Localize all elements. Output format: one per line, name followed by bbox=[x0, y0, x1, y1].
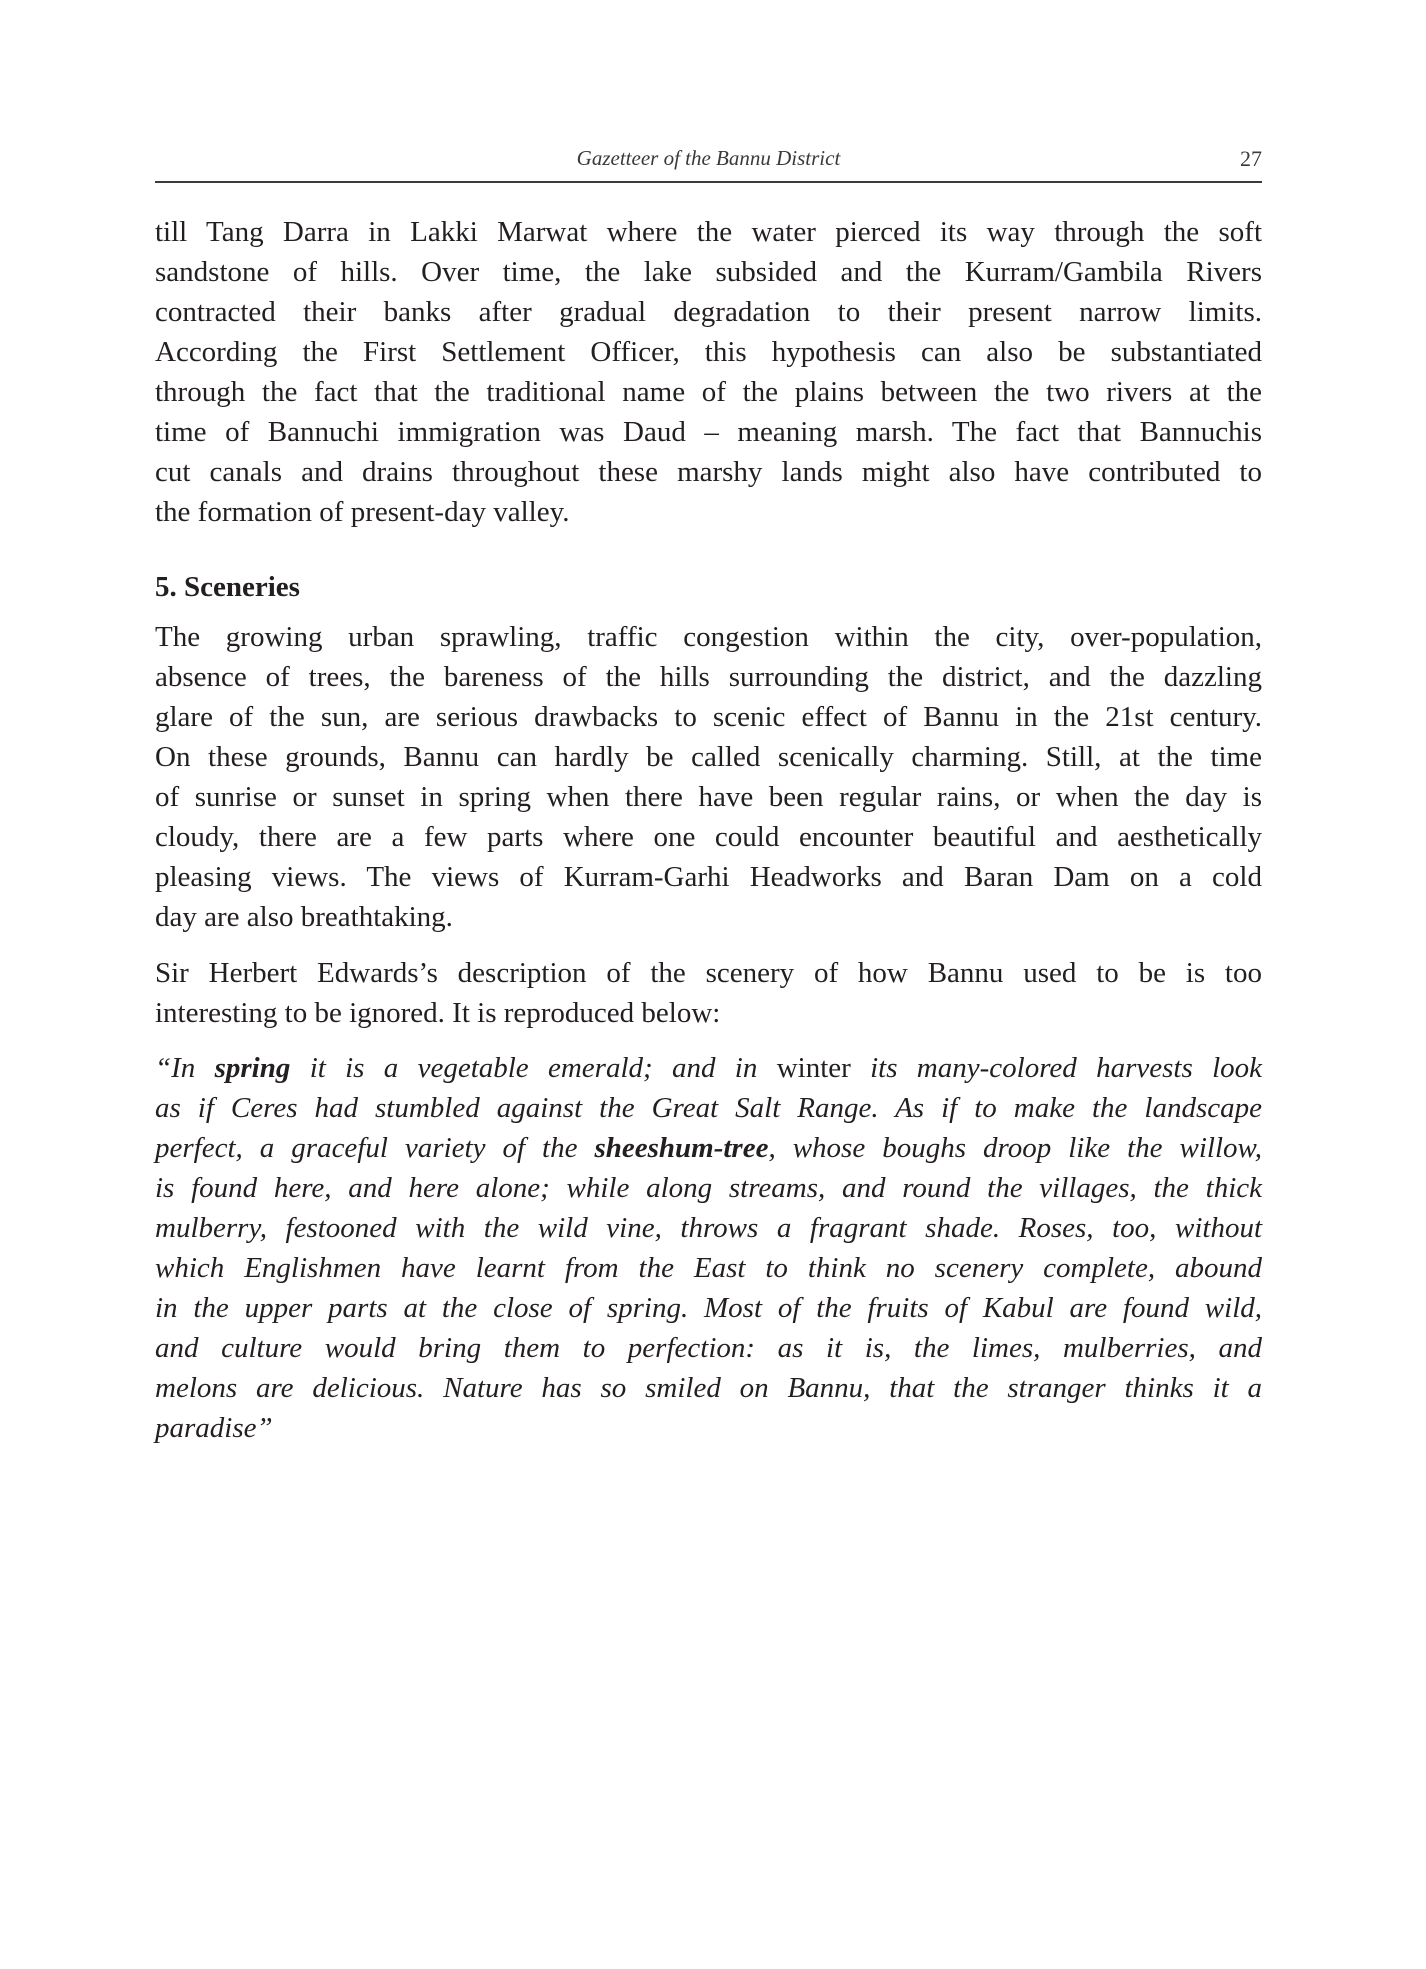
sceneries-paragraph-1 bbox=[155, 617, 1262, 937]
paragraph-continued bbox=[155, 212, 1262, 532]
quote-line bbox=[155, 1048, 1262, 1088]
emphasis-sheeshum-tree: sheeshum-tree bbox=[594, 1132, 769, 1164]
text-line: sandstone of hills. Over time, the lake subsided and the Kurram/Gambila Rivers bbox=[155, 256, 1262, 288]
text-line: till Tang Darra in Lakki Marwat where the water pierced its way through the soft bbox=[155, 216, 1262, 248]
text-line: time of Bannuchi immigration was Daud – meaning marsh. The fact that Bannuchis bbox=[155, 416, 1262, 448]
quote-line: which Englishmen have learnt from the East to think no scenery complete, abound bbox=[155, 1252, 1262, 1284]
quote-line: in the upper parts at the close of spring. Most of the fruits of Kabul are found wild, bbox=[155, 1292, 1262, 1324]
text-line: absence of trees, the bareness of the hills surrounding the district, and the dazzling bbox=[155, 661, 1262, 693]
sceneries-paragraph-2 bbox=[155, 953, 1262, 1033]
text-line: the formation of present-day valley. bbox=[155, 496, 570, 528]
quote-line bbox=[155, 1128, 1262, 1168]
text-line: cloudy, there are a few parts where one could encounter beautiful and aesthetically bbox=[155, 821, 1262, 853]
text-line: Sir Herbert Edwards’s description of the scenery of how Bannu used to be is too bbox=[155, 957, 1262, 989]
quote-line: paradise” bbox=[155, 1412, 273, 1444]
quote-line: is found here, and here alone; while along streams, and round the villages, the thick bbox=[155, 1172, 1262, 1204]
text-line: On these grounds, Bannu can hardly be called scenically charming. Still, at the time bbox=[155, 741, 1262, 773]
header-rule bbox=[155, 181, 1262, 183]
quote-text: , whose boughs droop like the willow, bbox=[768, 1132, 1262, 1164]
running-title: Gazetteer of the Bannu District bbox=[576, 146, 841, 170]
quote-line: and culture would bring them to perfection: as it is, the limes, mulberries, and bbox=[155, 1332, 1262, 1364]
quote-line: as if Ceres had stumbled against the Great Salt Range. As if to make the landscape bbox=[155, 1092, 1262, 1124]
block-quote bbox=[155, 1048, 1262, 1448]
section-heading-block bbox=[155, 567, 1262, 607]
text-line: pleasing views. The views of Kurram-Garhi Headworks and Baran Dam on a cold bbox=[155, 861, 1262, 893]
running-header bbox=[155, 142, 1262, 176]
text-line: of sunrise or sunset in spring when there have been regular rains, or when the day is bbox=[155, 781, 1262, 813]
quote-line: mulberry, festooned with the wild vine, throws a fragrant shade. Roses, too, without bbox=[155, 1212, 1262, 1244]
quote-line: melons are delicious. Nature has so smiled on Bannu, that the stranger thinks it a bbox=[155, 1372, 1262, 1404]
text-line: The growing urban sprawling, traffic congestion within the city, over-population, bbox=[155, 621, 1262, 653]
text-line: contracted their banks after gradual degradation to their present narrow limits. bbox=[155, 296, 1262, 328]
upright-winter: winter bbox=[776, 1052, 851, 1084]
text-line: day are also breathtaking. bbox=[155, 901, 453, 933]
section-heading: 5. Sceneries bbox=[155, 571, 300, 603]
quote-text: it is a vegetable emerald; and in bbox=[290, 1052, 777, 1084]
text-line: interesting to be ignored. It is reproduced below: bbox=[155, 997, 721, 1029]
text-line: According the First Settlement Officer, this hypothesis can also be substantiated bbox=[155, 336, 1262, 368]
quote-text: perfect, a graceful variety of the bbox=[155, 1132, 595, 1164]
quote-text: “In bbox=[155, 1052, 215, 1084]
text-line: through the fact that the traditional name of the plains between the two rivers at the bbox=[155, 376, 1262, 408]
quote-text: its many-colored harvests look bbox=[850, 1052, 1262, 1084]
page-number: 27 bbox=[1240, 146, 1262, 171]
text-line: glare of the sun, are serious drawbacks to scenic effect of Bannu in the 21st century. bbox=[155, 701, 1262, 733]
emphasis-spring: spring bbox=[214, 1052, 291, 1084]
text-line: cut canals and drains throughout these marshy lands might also have contributed to bbox=[155, 456, 1262, 488]
